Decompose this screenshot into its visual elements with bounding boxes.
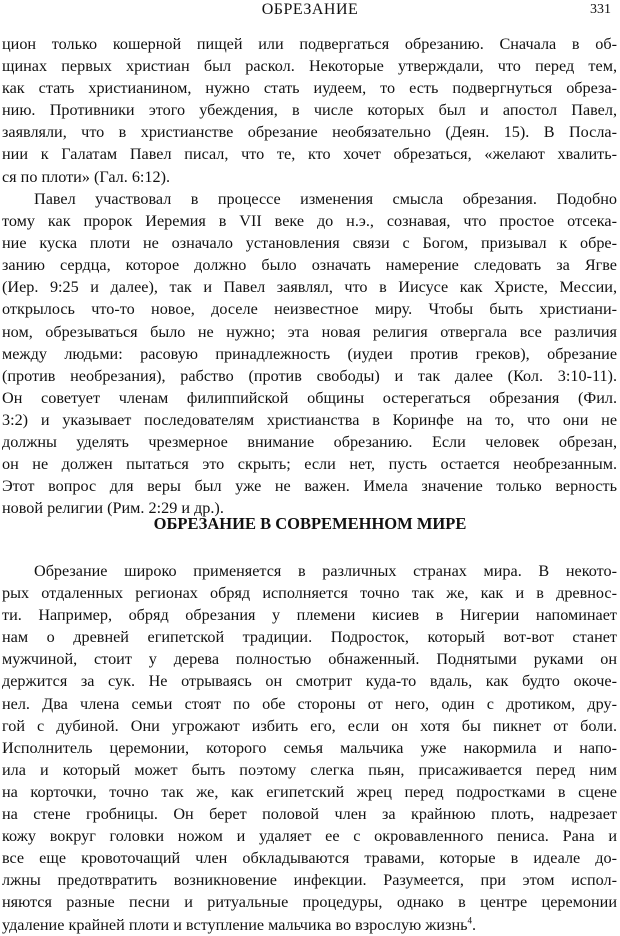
text-line: ила и который может быть поэтому слегка пьян, присаживается перед ним: [2, 760, 617, 779]
text-line: Павел участвовал в процессе изменения смысла обрезания. Подобно: [34, 190, 617, 208]
running-title: ОБРЕЗАНИЕ: [261, 1, 359, 18]
footnote-marker[interactable]: 4: [467, 915, 473, 926]
text-line: 3:2) и указывает последователям христианства в Коринфе на то, что они не: [2, 410, 617, 429]
text-line: как стать христианином, нужно стать иудеем, то есть подвергнуться обреза-: [2, 79, 617, 98]
text-line: он не должен пытаться это скрыть; если нет, пусть остается необрезанным.: [2, 455, 617, 474]
final-line-text: удаление крайней плоти и вступление мальчика во взрослую жизнь: [2, 915, 468, 934]
text-line: все еще кровоточащий член обкладываются травами, которые в идеале до-: [2, 849, 617, 868]
text-line: цион только кошерной пищей или подвергаться обрезанию. Сначала в об-: [2, 35, 617, 53]
paragraph-paul: [2, 188, 617, 519]
text-line: рых отдаленных регионах обряд исполняется точно так же, как и в древнос-: [2, 584, 617, 603]
text-line: открылось что-то новое, доселе неизвестное миру. Чтобы быть христиани-: [2, 300, 617, 319]
text-line: должны уделять чрезмерное внимание обрезанию. Если человек обрезан,: [2, 433, 617, 452]
text-line: занию сердца, которое должно было означать намерение следовать за Ягве: [2, 256, 617, 275]
page-number: 331: [590, 2, 611, 17]
text-line: ном, обрезываться было не нужно; эта новая религия отвергала все различия: [2, 322, 617, 341]
page-header: [0, 0, 620, 22]
paragraph-modern-world: [2, 560, 617, 936]
text-line: кожу вокруг головки ножом и удаляет ее с окровавленного пениса. Рана и: [2, 827, 617, 846]
text-line: тому как пророк Иеремия в VII веке до н.э., сознавая, что простое отсека-: [2, 212, 617, 231]
text-line: ся по плоти» (Гал. 6:12).: [2, 167, 171, 186]
text-line: ние куска плоти не означало установления связи с Богом, призывал к обре-: [2, 234, 617, 253]
text-line: нел. Два члена семьи стоят по обе стороны от него, один с дротиком, дру-: [2, 694, 617, 713]
text-line: лжны предотвратить возникновение инфекции. Разумеется, при этом испол-: [2, 871, 617, 890]
text-line: держится за сук. Не отрываясь он смотрит куда-то вдаль, как будто окоче-: [2, 672, 617, 691]
paragraph-continued: [2, 33, 617, 188]
text-line: нам о древней египетской традиции. Подросток, который вот-вот станет: [2, 628, 617, 647]
text-line: нии к Галатам Павел писал, что те, кто хочет обрезаться, «желают хвалить-: [2, 145, 617, 164]
text-line: заявляли, что в христианстве обрезание необязательно (Деян. 15). В Посла-: [2, 123, 617, 142]
text-line-final: [2, 914, 617, 936]
text-line: ти. Например, обряд обрезания у племени кисиев в Нигерии напоминает: [2, 606, 617, 625]
text-line: на корточки, точно так же, как египетский жрец перед подростками в сцене: [2, 782, 617, 801]
text-line: нию. Противники этого убеждения, в числе которых был и апостол Павел,: [2, 101, 617, 120]
text-line: Он советует членам филиппийской общины остерегаться обрезания (Фил.: [2, 388, 617, 407]
text-line: Исполнитель церемонии, которого семья мальчика уже накормила и напо-: [2, 738, 617, 757]
text-line: между людьми: расовую принадлежность (иудеи против греков), обрезание: [2, 344, 617, 363]
text-line: мужчиной, стоит у дерева полностью обнаженный. Поднятыми руками он: [2, 650, 617, 669]
text-line: (против необрезания), рабство (против свободы) и так далее (Кол. 3:10-11).: [2, 366, 617, 385]
section-heading: ОБРЕЗАНИЕ В СОВРЕМЕННОМ МИРЕ: [153, 514, 467, 533]
text-line: на стене гробницы. Он берет половой член за крайнюю плоть, надрезает: [2, 805, 617, 824]
final-period: .: [472, 915, 477, 934]
text-line: Этот вопрос для веры был уже не важен. Имела значение только верность: [2, 477, 617, 496]
text-line: новой религии (Рим. 2:29 и др.).: [2, 499, 224, 518]
text-line: щинах первых христиан был раскол. Некоторые утверждали, что перед тем,: [2, 57, 617, 76]
text-line: Обрезание широко применяется в различных странах мира. В некото-: [34, 562, 617, 580]
text-line: гой с дубиной. Они угрожают избить его, если он хотя бы пикнет от боли.: [2, 716, 617, 735]
text-line: няются разные песни и ритуальные процедуры, однако в центре церемонии: [2, 893, 617, 912]
text-line: (Иер. 9:25 и далее), так и Павел заявлял, что в Иисусе как Христе, Мессии,: [2, 278, 617, 297]
